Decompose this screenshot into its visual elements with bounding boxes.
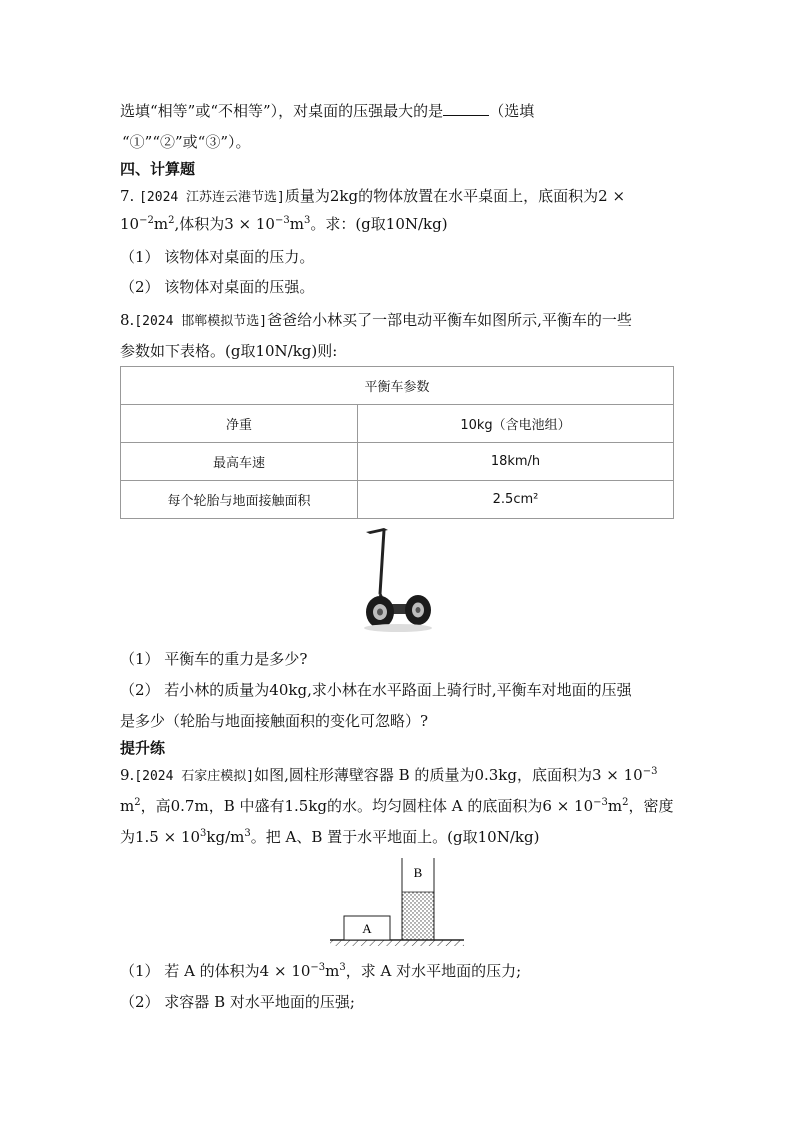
q9-text-2a: m xyxy=(120,797,135,815)
q8-line-2: 参数如下表格。(g取10N/kg)则: xyxy=(120,342,338,360)
q9-exp-2b: −3 xyxy=(593,797,608,808)
table-row xyxy=(121,405,674,443)
q7-exp-3: −3 xyxy=(274,215,290,226)
q8-source: [2024 邯郸模拟节选] xyxy=(134,314,268,329)
q9-text-2c: m xyxy=(607,797,623,815)
q9-line-1 xyxy=(120,764,657,788)
top-line-1-text: 选填“相等”或“不相等”），对桌面的压强最大的是 xyxy=(120,102,444,120)
q9-line-3 xyxy=(120,826,539,848)
params-table xyxy=(120,366,674,519)
cylinder-container-diagram xyxy=(330,858,464,950)
section-title-calc: 四、计算题 xyxy=(120,160,196,178)
table-row xyxy=(121,443,674,481)
table-title: 平衡车参数 xyxy=(121,367,674,405)
q9-line-2 xyxy=(120,795,674,817)
section-title-advanced: 提升练 xyxy=(120,739,166,757)
q9-sub-1-exp: −3 xyxy=(310,962,326,973)
q8-text-a: 爸爸给小林买了一部电动平衡车如图所示,平衡车的一些 xyxy=(267,311,632,329)
q7-text-b4: m xyxy=(289,215,304,233)
answer-blank[interactable] xyxy=(443,101,489,116)
q9-exp-1: −3 xyxy=(642,766,658,777)
label-a: A xyxy=(362,921,372,936)
q9-number: 9. xyxy=(120,766,135,784)
q7-text-b1: 10 xyxy=(120,215,140,233)
q7-exp-4: 3 xyxy=(303,215,311,226)
q7-exp-1: −2 xyxy=(139,215,154,226)
q9-sub-2: （2） 求容器 B 对水平地面的压强; xyxy=(120,993,355,1011)
q9-exp-3b: 3 xyxy=(244,828,251,839)
table-cell-value: 2.5cm² xyxy=(358,481,674,519)
q9-text-3c: 。把 A、B 置于水平地面上。(g取10N/kg) xyxy=(250,828,540,846)
q9-exp-3a: 3 xyxy=(200,828,207,839)
q9-sub-1-b: m xyxy=(325,962,340,980)
q8-sub-2-b: 是多少（轮胎与地面接触面积的变化可忽略）? xyxy=(120,712,429,730)
table-title-row xyxy=(121,367,674,405)
q8-sub-2-a: （2） 若小林的质量为40kg,求小林在水平路面上骑行时,平衡车对地面的压强 xyxy=(120,681,632,699)
q7-line-1 xyxy=(120,185,625,209)
q9-sub-1-a: （1） 若 A 的体积为4 × 10 xyxy=(120,962,311,980)
q8-number: 8. xyxy=(120,311,135,329)
q9-source: [2024 石家庄模拟] xyxy=(134,769,255,784)
q9-text-1: 如图,圆柱形薄壁容器 B 的质量为0.3kg，底面积为3 × 10 xyxy=(254,766,643,784)
q7-line-2 xyxy=(120,213,448,235)
table-cell-label: 最高车速 xyxy=(121,443,358,481)
table-cell-label: 净重 xyxy=(121,405,358,443)
balance-car-image xyxy=(350,524,442,634)
table-cell-value: 18km/h xyxy=(358,443,674,481)
q7-text-a: 质量为2kg的物体放置在水平桌面上，底面积为2 × xyxy=(284,187,626,205)
q7-sub-2: （2） 该物体对桌面的压强。 xyxy=(120,278,315,296)
top-line-1-tail: （选填 xyxy=(489,102,535,120)
q7-exp-2: 2 xyxy=(168,215,175,226)
q8-sub-1: （1） 平衡车的重力是多少? xyxy=(120,650,308,668)
q7-text-b2: m xyxy=(153,215,169,233)
q7-number: 7. xyxy=(120,187,135,205)
q9-sub-1-exp2: 3 xyxy=(339,962,346,973)
q9-text-2d: ，密度 xyxy=(628,797,674,815)
table-cell-label: 每个轮胎与地面接触面积 xyxy=(121,481,358,519)
q9-text-3a: 为1.5 × 10 xyxy=(120,828,201,846)
q9-exp-2c: 2 xyxy=(622,797,629,808)
table-row xyxy=(121,481,674,519)
q7-text-b5: 。求：(g取10N/kg) xyxy=(310,215,448,233)
q9-text-2b: ，高0.7m，B 中盛有1.5kg的水。均匀圆柱体 A 的底面积为6 × 10 xyxy=(140,797,594,815)
q9-sub-1 xyxy=(120,960,521,982)
label-b: B xyxy=(413,865,423,880)
q7-text-b3: ,体积为3 × 10 xyxy=(174,215,275,233)
q7-source: [2024 江苏连云港节选] xyxy=(139,190,285,205)
q9-exp-2a: 2 xyxy=(134,797,141,808)
q9-text-3b: kg/m xyxy=(206,828,245,846)
q8-line-1 xyxy=(120,309,632,333)
table-cell-value: 10kg（含电池组） xyxy=(358,405,674,443)
q9-sub-1-c: ，求 A 对水平地面的压力; xyxy=(345,962,522,980)
top-line-2: “①”“②”或“③”）。 xyxy=(122,133,251,151)
top-line-1 xyxy=(120,100,534,122)
q7-sub-1: （1） 该物体对桌面的压力。 xyxy=(120,248,315,266)
